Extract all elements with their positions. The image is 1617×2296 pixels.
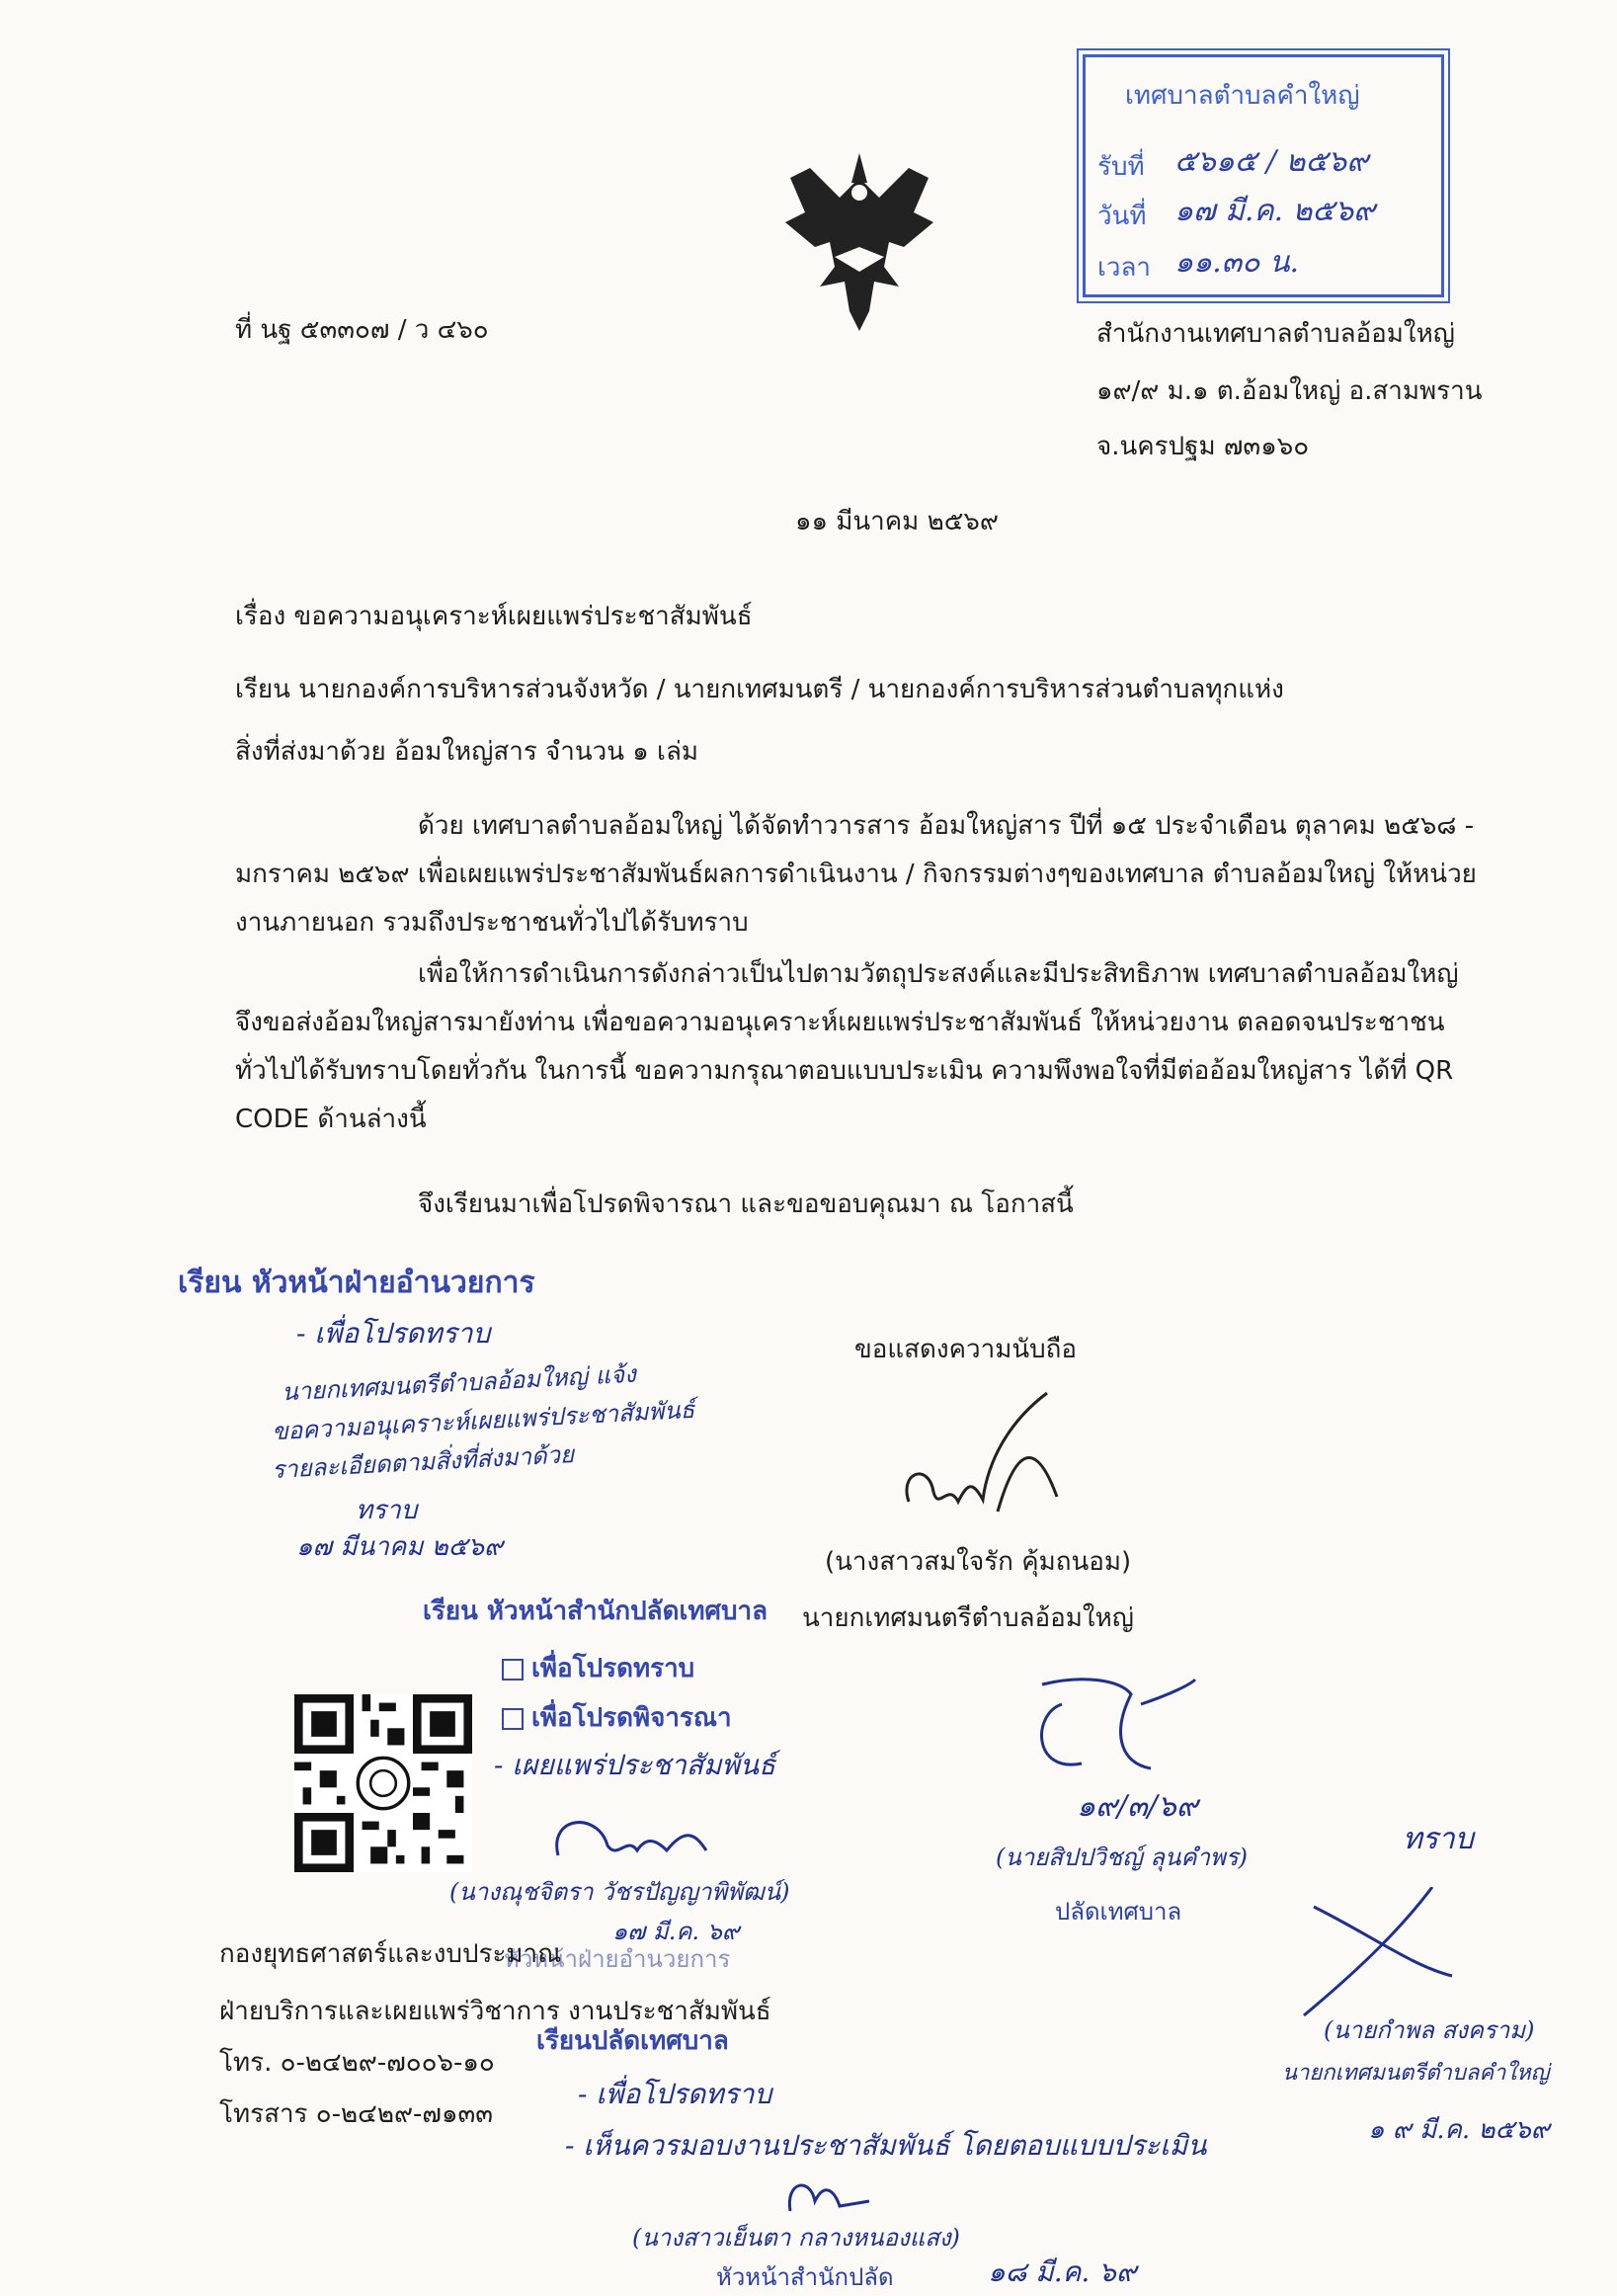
doc-date: ๑๑ มีนาคม ๒๕๖๙ — [795, 507, 999, 536]
annotation1-line1: - เพื่อโปรดทราบ — [296, 1317, 491, 1350]
contact-phone: โทร. ๐-๒๔๒๙-๗๐๐๖-๑๐ — [219, 2048, 495, 2078]
annotation3-position: ปลัดเทศบาล — [1055, 1898, 1182, 1926]
annotation4-name: (นางสาวเย็นตา กลางหนองแสง) — [632, 2224, 960, 2252]
signer-position: นายกเทศมนตรีตำบลอ้อมใหญ่ — [802, 1603, 1134, 1633]
annotation5-position: นายกเทศมนตรีตำบลคำใหญ่ — [1282, 2061, 1550, 2086]
stamp-org: เทศบาลตำบลคำใหญ่ — [1125, 81, 1360, 111]
enclosure: สิ่งที่ส่งมาด้วย อ้อมใหญ่สาร จำนวน ๑ เล่ม — [235, 737, 699, 767]
mayor-signature — [889, 1383, 1126, 1531]
stamp-date-label: วันที่ — [1097, 202, 1147, 231]
contact-fax: โทรสาร ๐-๒๔๒๙-๗๑๓๓ — [219, 2099, 493, 2129]
annotation2-name: (นางณุชจิตรา วัชรปัญญาพิพัฒน์) — [449, 1878, 790, 1906]
body-paragraph-3: จึงเรียนมาเพื่อโปรดพิจารณา และขอขอบคุณมา ณ โอกาสนี้ — [418, 1189, 1074, 1219]
body-paragraph-1: ด้วย เทศบาลตำบลอ้อมใหญ่ ได้จัดทำวารสาร อ้อมใหญ่สาร ปีที่ ๑๕ ประจำเดือน ตุลาคม ๒๕๖๘ - มกราคม ๒๕๖๙ เพื่อเผยแพร่ประชาสัมพันธ์ผลการดำเนินงาน / กิจกรรมต่างๆของเทศบาล ตำบลอ้อมใหญ่ ให้หน่วยงานภายนอก รวมถึงประชาชนทั่วไปได้รับทราบ — [235, 811, 1477, 938]
sender-office: สำนักงานเทศบาลตำบลอ้อมใหญ่ — [1096, 319, 1455, 349]
closing: ขอแสดงความนับถือ — [854, 1335, 1077, 1364]
annotation4-heading: เรียนปลัดเทศบาล — [536, 2026, 729, 2056]
annotation3-date: ๑๙/๓/๖๙ — [1077, 1789, 1198, 1824]
annotation5-name: (นายกำพล สงคราม) — [1324, 2016, 1535, 2044]
sender-address-2: จ.นครปฐม ๗๓๑๖๐ — [1096, 432, 1310, 461]
annotation1-line2: นายกเทศมนตรีตำบลอ้อมใหญ่ แจ้ง — [281, 1359, 637, 1407]
checkbox-checked-icon — [502, 1659, 524, 1681]
stamp-time-label: เวลา — [1097, 253, 1152, 283]
annotation1-signed: ทราบ — [356, 1496, 418, 1525]
annotation2-signature — [548, 1806, 746, 1865]
stamp-time-value: ๑๑.๓๐ น. — [1174, 245, 1300, 280]
stamp-receive-label: รับที่ — [1097, 152, 1145, 182]
annotation2-check2: เพื่อโปรดพิจารณา — [502, 1697, 732, 1738]
annotation4-signature — [780, 2172, 879, 2221]
annotation4-line1: - เพื่อโปรดทราบ — [578, 2078, 772, 2110]
qr-code[interactable] — [294, 1694, 472, 1872]
annotation1-line3: ขอความอนุเคราะห์เผยแพร่ประชาสัมพันธ์ — [271, 1395, 695, 1446]
annotation4-date: ๑๘ มี.ค. ๖๙ — [988, 2255, 1137, 2288]
sender-address-1: ๑๙/๙ ม.๑ ต.อ้อมใหญ่ อ.สามพราน — [1096, 376, 1483, 406]
stamp-receive-value: ๕๖๑๕ / ๒๕๖๙ — [1174, 144, 1369, 179]
annotation5-signed: ทราบ — [1403, 1822, 1474, 1856]
annotation1-line4: รายละเอียดตามสิ่งที่ส่งมาด้วย — [271, 1440, 575, 1484]
annotation2-check1: เพื่อโปรดทราบ — [502, 1648, 694, 1688]
annotation2-position: หัวหน้าฝ่ายอำนวยการ — [504, 1945, 731, 1973]
checkbox-icon — [502, 1708, 524, 1730]
contact-section: ฝ่ายบริการและเผยแพร่วิชาการ งานประชาสัมพันธ์ — [219, 1997, 771, 2026]
contact-division: กองยุทธศาสตร์และงบประมาณ — [219, 1939, 562, 1969]
annotation4-line2: - เห็นควรมอบงานประชาสัมพันธ์ โดยตอบแบบประเมิน — [565, 2129, 1207, 2162]
recipient: เรียน นายกองค์การบริหารส่วนจังหวัด / นายกเทศมนตรี / นายกองค์การบริหารส่วนตำบลทุกแห่ง — [235, 675, 1284, 704]
garuda-emblem — [770, 138, 948, 336]
annotation1-heading: เรียน หัวหน้าฝ่ายอำนวยการ — [178, 1266, 535, 1300]
subject: เรื่อง ขอความอนุเคราะห์เผยแพร่ประชาสัมพันธ์ — [235, 602, 753, 631]
received-stamp — [1083, 54, 1444, 297]
stamp-date-value: ๑๗ มี.ค. ๒๕๖๙ — [1174, 194, 1376, 228]
signer-name: (นางสาวสมใจรัก คุ้มถนอม) — [825, 1547, 1132, 1577]
annotation2-note: - เผยแพร่ประชาสัมพันธ์ — [494, 1749, 776, 1781]
annotation4-position: หัวหน้าสำนักปลัด — [716, 2263, 894, 2291]
annotation5-date: ๑ ๙ มี.ค. ๒๕๖๙ — [1368, 2115, 1550, 2145]
annotation3-name: (นายสิปปวิชญ์ ลุนคำพร) — [996, 1844, 1248, 1871]
doc-number: ที่ นฐ ๕๓๓๐๗ / ว ๔๖๐ — [235, 315, 489, 345]
annotation1-date: ๑๗ มีนาคม ๒๕๖๙ — [296, 1532, 503, 1562]
body-paragraph-2: เพื่อให้การดำเนินการดังกล่าวเป็นไปตามวัตถุประสงค์และมีประสิทธิภาพ เทศบาลตำบลอ้อมใหญ่ จึงขอส่งอ้อมใหญ่สารมายังท่าน เพื่อขอความอนุเคราะห์เผยแพร่ประชาสัมพันธ์ ให้หน่วยงาน ตลอดจนประชาชนทั่วไปได้รับทราบโดยทั่วกัน ในการนี้ ขอความกรุณาตอบแบบประเมิน ความพึงพอใจที่มีต่ออ้อมใหญ่สาร ได้ที่ QR CODE ด้านล่างนี้ — [235, 959, 1459, 1134]
annotation2-heading: เรียน หัวหน้าสำนักปลัดเทศบาล — [423, 1597, 768, 1626]
annotation2-date: ๑๗ มี.ค. ๖๙ — [612, 1918, 740, 1945]
